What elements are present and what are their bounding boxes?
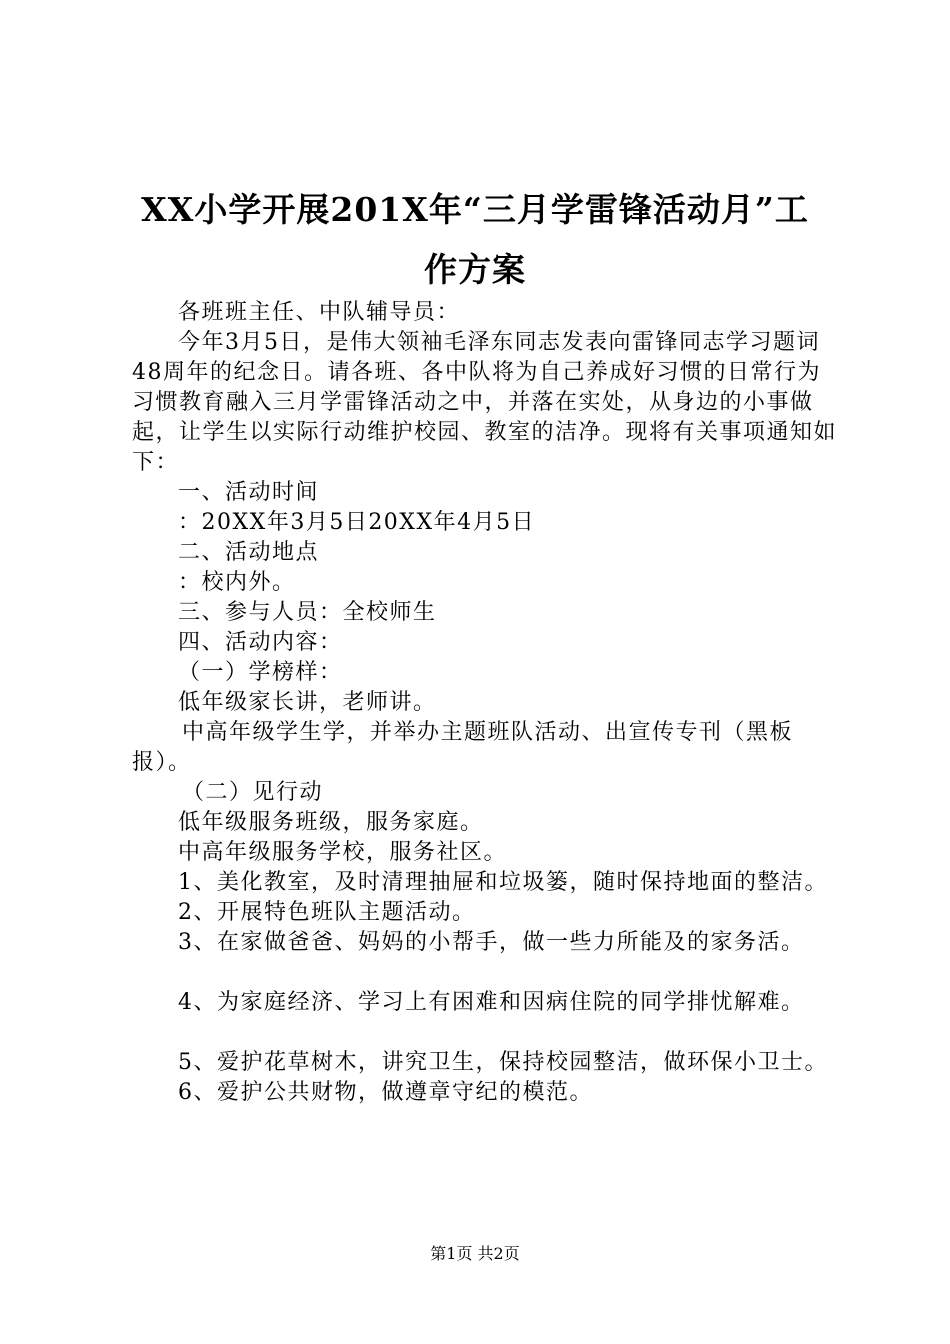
list-item: 3、在家做爸爸、妈妈的小帮手，做一些力所能及的家务活。 [178, 930, 805, 955]
list-item: 5、爱护花草树木，讲究卫生，保持校园整洁，做环保小卫士。 [178, 1050, 828, 1075]
list-item: 低年级服务班级，服务家庭。 [178, 810, 484, 835]
list-item: 1、美化教室，及时清理抽屉和垃圾篓，随时保持地面的整洁。 [178, 870, 828, 895]
activity-place: ：校内外。 [178, 570, 296, 595]
document-title-line1: XX小学开展201X年“三月学雷锋活动月”工 [141, 190, 809, 229]
activity-time: ：20XX年3月5日20XX年4月5日 [178, 510, 536, 535]
list-item: 6、爱护公共财物，做遵章守纪的模范。 [178, 1080, 593, 1105]
list-item: 中高年级服务学校，服务社区。 [178, 840, 508, 865]
section-heading-participants: 三、参与人员：全校师生 [178, 600, 437, 625]
section-heading-time: 一、活动时间 [178, 480, 320, 505]
subsection-action: （二）见行动 [182, 780, 324, 805]
section-heading-place: 二、活动地点 [178, 540, 320, 565]
document-body [132, 298, 844, 1108]
intro-paragraph: 今年3月5日，是伟大领袖毛泽东同志发表向雷锋同志学习题词48周年的纪念日。请各班、各中队将为自己养成好习惯的日常行为习惯教育融入三月学雷锋活动之中，并落在实处，从身边的小事做起，让学生以实际行动维护校园、教室的洁净。现将有关事项通知如下： [132, 330, 838, 475]
list-item: 2、开展特色班队主题活动。 [178, 900, 476, 925]
salutation: 各班班主任、中队辅导员： [178, 300, 461, 325]
document-title-line2: 作方案 [424, 250, 526, 289]
subsection-role-models: （一）学榜样： [178, 660, 343, 685]
page-footer: 第1页 共2页 [430, 1244, 520, 1263]
section-heading-content: 四、活动内容： [178, 630, 343, 655]
list-item: 中高年级学生学，并举办主题班队活动、出宣传专刊（黑板报）。 [132, 720, 794, 775]
list-item: 4、为家庭经济、学习上有困难和因病住院的同学排忧解难。 [178, 990, 805, 1015]
list-item: 低年级家长讲，老师讲。 [178, 690, 437, 715]
